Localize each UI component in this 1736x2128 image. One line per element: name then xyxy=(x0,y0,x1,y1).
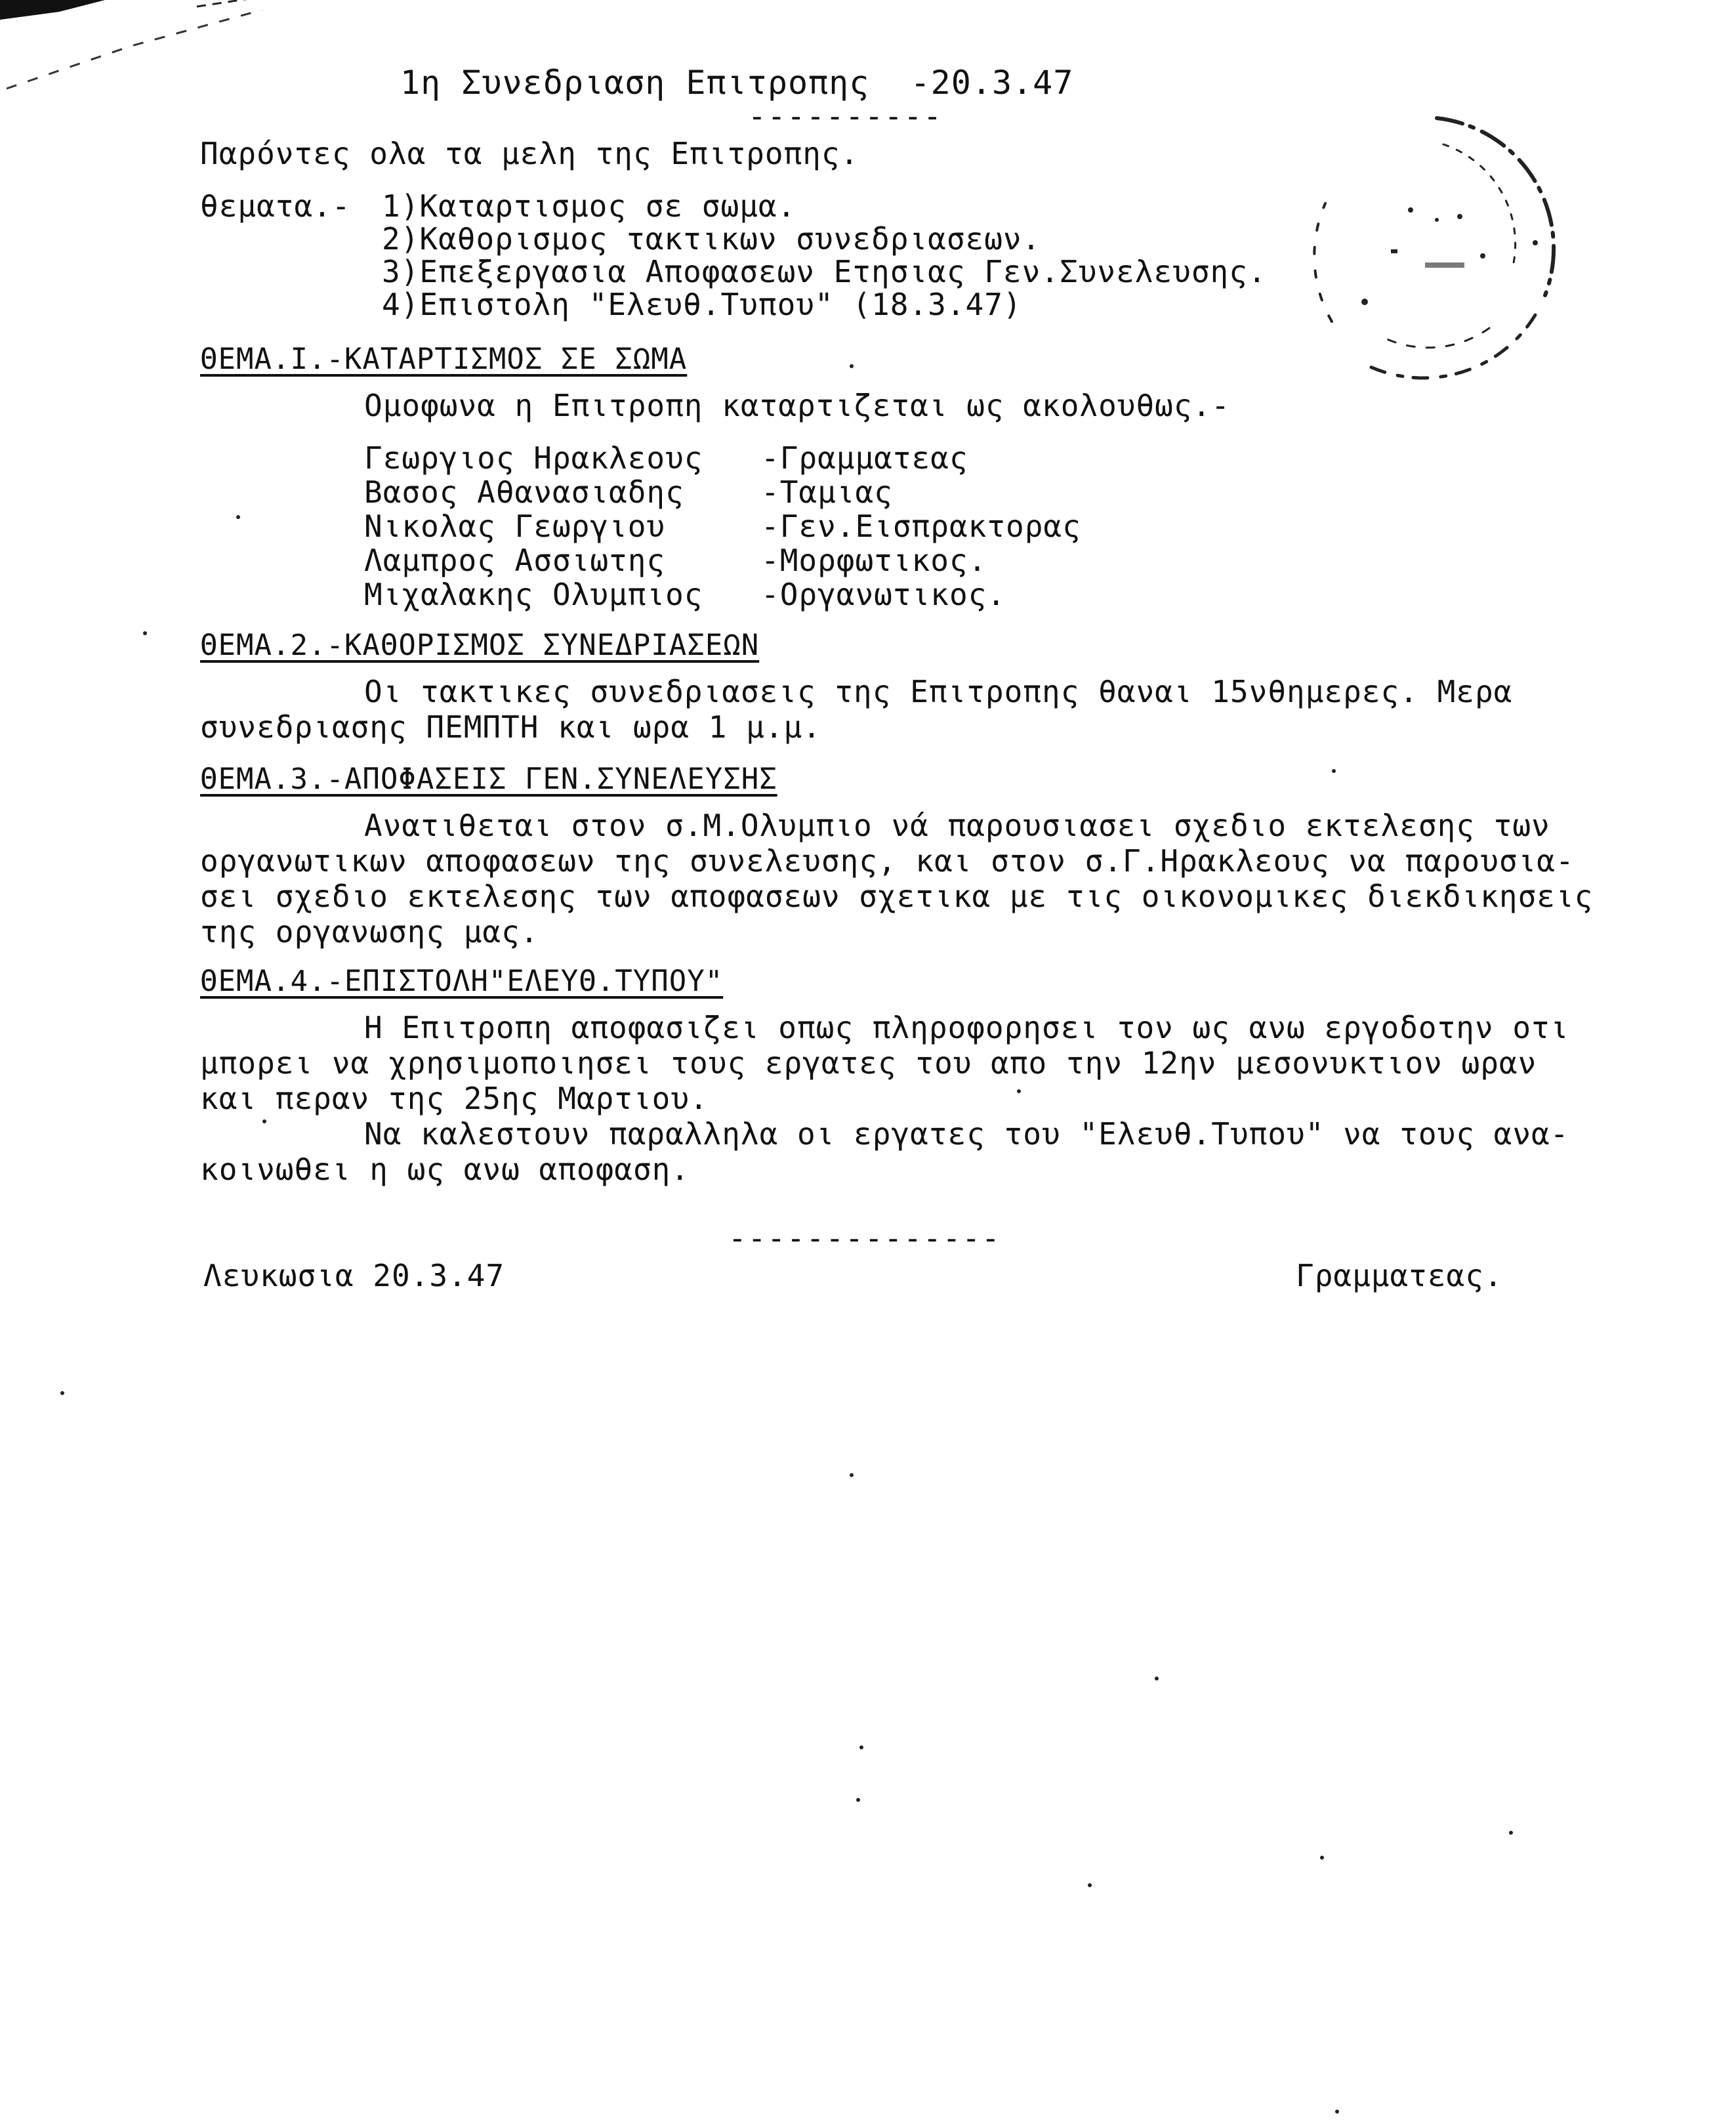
scan-speck xyxy=(1332,769,1336,773)
title-rule: ---------- xyxy=(748,98,943,134)
scan-speck xyxy=(236,515,240,519)
document-title: 1η Συνεδριαση Επιτροπης -20.3.47 xyxy=(400,64,1074,102)
member-name: Λαμπρος Ασσιωτης xyxy=(364,543,666,578)
agenda-label: θεματα.- xyxy=(200,188,351,224)
scan-speck xyxy=(1509,1831,1513,1835)
scan-speck xyxy=(1017,1089,1021,1093)
member-role: -Οργανωτικος. xyxy=(761,577,1006,612)
section-4-heading: ΘΕΜΑ.4.-ΕΠΙΣΤΟΛΗ"ΕΛΕΥΘ.ΤΥΠΟΥ" xyxy=(200,965,724,998)
agenda-item-1: 1)Καταρτισμος σε σωμα. xyxy=(382,188,796,224)
agenda-item-4: 4)Επιστολη "Ελευθ.Τυπου" (18.3.47) xyxy=(382,287,1022,322)
rubber-stamp-seal xyxy=(1286,105,1575,394)
scan-speck xyxy=(856,1798,860,1802)
section-4-line: κοινωθει η ως ανω αποφαση. xyxy=(200,1152,690,1187)
scan-speck xyxy=(850,364,854,368)
scan-corner-mark xyxy=(0,0,289,98)
member-role: -Γεν.Εισπρακτορας xyxy=(761,509,1081,544)
agenda-item-3: 3)Επεξεργασια Αποφασεων Ετησιας Γεν.Συνελευσης. xyxy=(382,254,1267,289)
section-3-line: της οργανωσης μας. xyxy=(200,914,539,949)
place-date: Λευκωσια 20.3.47 xyxy=(203,1258,505,1293)
scan-speck xyxy=(1335,2110,1339,2114)
section-1-intro: Ομοφωνα η Επιτροπη καταρτιζεται ως ακολουθως.- xyxy=(364,388,1230,423)
member-name: Γεωργιος Ηρακλεους xyxy=(364,440,703,476)
section-1-heading: ΘΕΜΑ.Ι.-ΚΑΤΑΡΤΙΣΜΟΣ ΣΕ ΣΩΜΑ xyxy=(200,343,688,376)
scan-speck xyxy=(850,1473,854,1477)
section-2-heading: ΘΕΜΑ.2.-ΚΑΘΟΡΙΣΜΟΣ ΣΥΝΕΔΡΙΑΣΕΩΝ xyxy=(200,629,760,662)
signature-title: Γραμματεας. xyxy=(1296,1258,1503,1293)
member-name: Βασος Αθανασιαδης xyxy=(364,474,684,510)
member-name: Νικολας Γεωργιου xyxy=(364,509,666,544)
attendance-line: Παρόντες ολα τα μελη της Επιτροπης. xyxy=(200,136,859,171)
section-4-line: Να καλεστουν παραλληλα οι εργατες του "Ελευθ.Τυπου" να τους ανα- xyxy=(364,1116,1569,1152)
scan-speck xyxy=(262,1119,266,1123)
scan-speck xyxy=(1155,1677,1159,1680)
scan-speck xyxy=(1320,1856,1324,1860)
member-role: -Ταμιας xyxy=(761,474,893,510)
section-3-line: Ανατιθεται στον σ.Μ.Ολυμπιο νά παρουσιασει σχεδιο εκτελεσης των xyxy=(364,808,1550,843)
section-4-line: Η Επιτροπη αποφασιζει οπως πληροφορησει τον ως ανω εργοδοτην οτι xyxy=(364,1010,1569,1045)
scan-speck xyxy=(1088,1883,1092,1887)
section-2-line: Οι τακτικες συνεδριασεις της Επιτροπης θαναι 15νθημερες. Μερα xyxy=(364,674,1513,709)
section-2-line: συνεδριασης ΠΕΜΠΤΗ και ωρα 1 μ.μ. xyxy=(200,709,821,745)
section-4-line: και περαν της 25ης Μαρτιου. xyxy=(200,1081,709,1116)
scan-speck xyxy=(859,1745,863,1749)
scan-speck xyxy=(60,1391,64,1395)
member-role: -Γραμματεας xyxy=(761,440,968,476)
footer-rule: -------------- xyxy=(728,1220,1001,1256)
section-3-heading: ΘΕΜΑ.3.-ΑΠΟΦΑΣΕΙΣ ΓΕΝ.ΣΥΝΕΛΕΥΣΗΣ xyxy=(200,762,777,796)
section-3-line: σει σχεδιο εκτελεσης των αποφασεων σχετικα με τις οικονομικες διεκδικησεις xyxy=(200,879,1594,914)
section-3-line: οργανωτικων αποφασεων της συνελευσης, και στον σ.Γ.Ηρακλεους να παρουσια- xyxy=(200,843,1575,879)
member-name: Μιχαλακης Ολυμπιος xyxy=(364,577,703,612)
agenda-item-2: 2)Καθορισμος τακτικων συνεδριασεων. xyxy=(382,221,1041,257)
member-role: -Μορφωτικος. xyxy=(761,543,987,578)
scan-speck xyxy=(143,631,147,635)
section-4-line: μπορει να χρησιμοποιησει τους εργατες του απο την 12ην μεσονυκτιον ωραν xyxy=(200,1045,1537,1081)
